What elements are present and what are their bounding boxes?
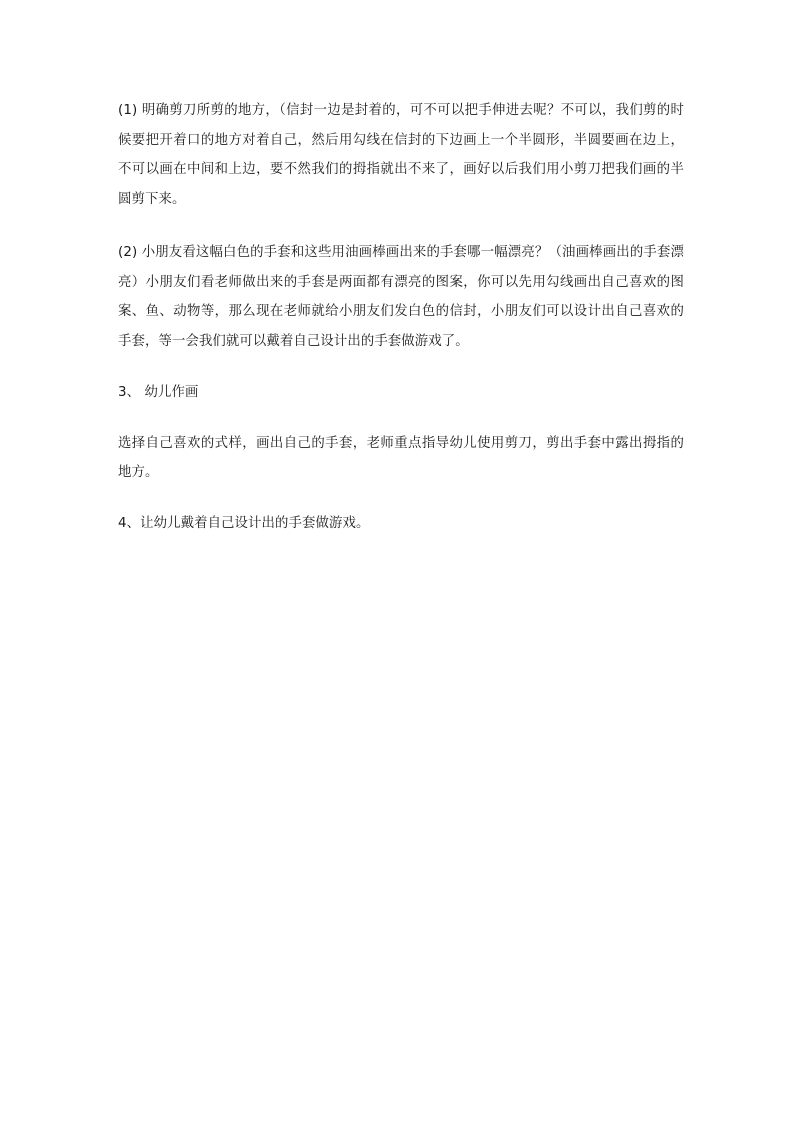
paragraph-drawing: 选择自己喜欢的式样，画出自己的手套，老师重点指导幼儿使用剪刀，剪出手套中露出拇指的地方。 bbox=[118, 435, 684, 480]
section-heading-4: 4、让幼儿戴着自己设计出的手套做游戏。 bbox=[118, 515, 370, 531]
section-heading-3: 3、 幼儿作画 bbox=[118, 385, 199, 400]
document-page bbox=[118, 96, 684, 538]
paragraph-step-1: (1) 明确剪刀所剪的地方，（信封一边是封着的，可不可以把手伸进去呢？不可以，我们剪的时候要把开着口的地方对着自己，然后用勾线在信封的下边画上一个半圆形，半圆要画在边上，不可以画在中间和上边，要不然我们的拇指就出不来了，画好以后我们用小剪刀把我们画的半圆剪下来。 bbox=[118, 103, 684, 207]
paragraph-step-2: (2) 小朋友看这幅白色的手套和这些用油画棒画出来的手套哪一幅漂亮？（油画棒画出的手套漂亮）小朋友们看老师做出来的手套是两面都有漂亮的图案，你可以先用勾线画出自己喜欢的图案、鱼、动物等，那么现在老师就给小朋友们发白色的信封，小朋友们可以设计出自己喜欢的手套，等一会我们就可以戴着自己设计出的手套做游戏了。 bbox=[118, 245, 684, 349]
